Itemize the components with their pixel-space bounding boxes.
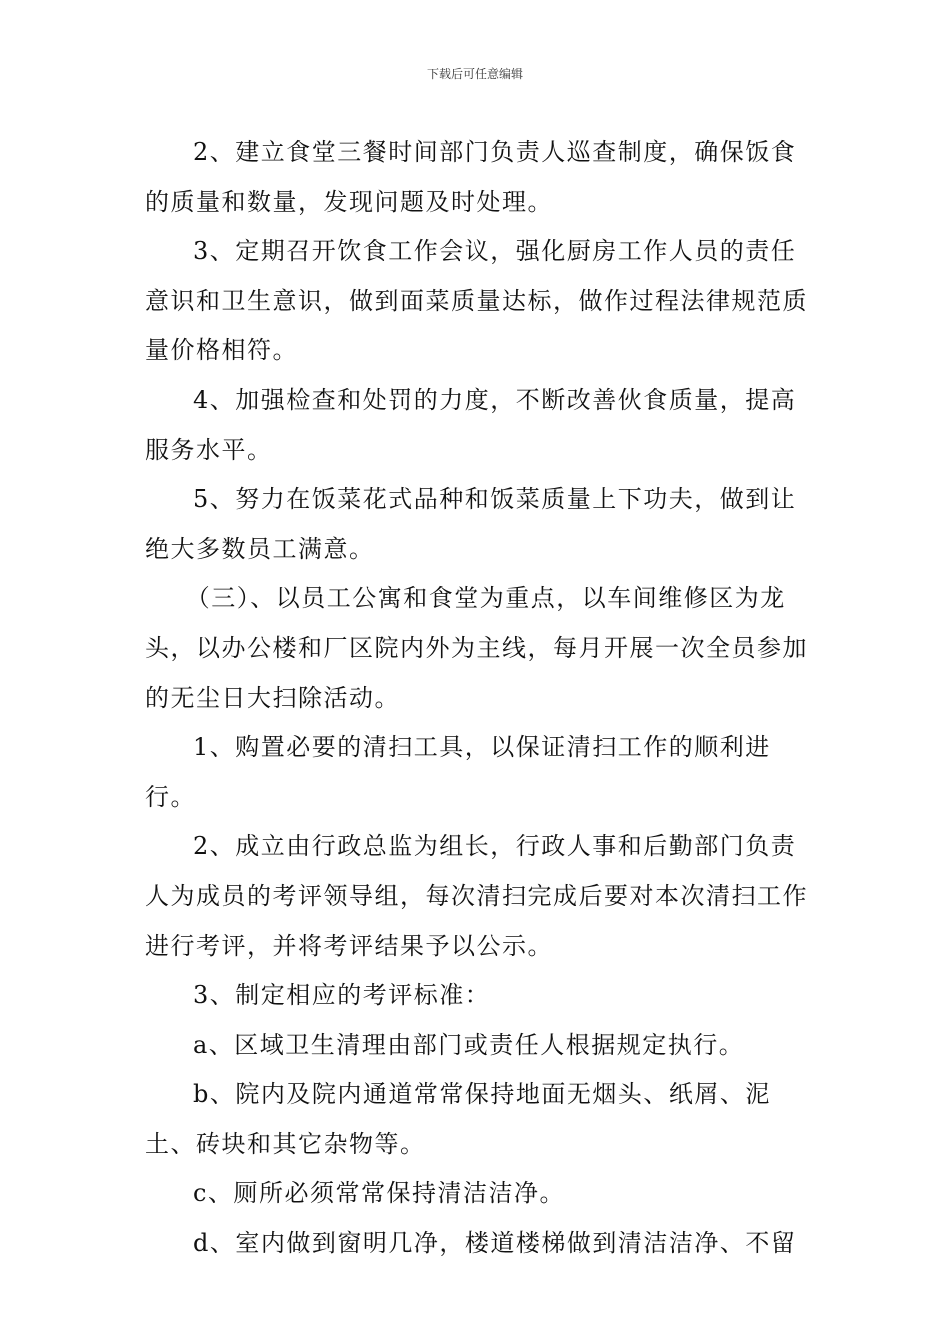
- paragraph-item-2-evaluation-group: 2、成立由行政总监为组长，行政人事和后勤部门负责人为成员的考评领导组，每次清扫完成后要对本次清扫工作进行考评，并将考评结果予以公示。: [145, 832, 808, 960]
- paragraph-item-3-meeting: 3、定期召开饮食工作会议，强化厨房工作人员的责任意识和卫生意识，做到面菜质量达标，做作过程法律规范质量价格相符。: [145, 237, 808, 365]
- paragraph-section-3-cleaning: （三）、以员工公寓和食堂为重点，以车间维修区为龙头，以办公楼和厂区院内外为主线，每月开展一次全员参加的无尘日大扫除活动。: [145, 584, 808, 712]
- page-header-note: 下载后可任意编辑: [426, 67, 523, 81]
- paragraph-standard-b: b、院内及院内通道常常保持地面无烟头、纸屑、泥土、砖块和其它杂物等。: [145, 1080, 771, 1158]
- paragraph-item-4-penalty: 4、加强检查和处罚的力度，不断改善伙食质量，提高服务水平。: [145, 385, 797, 464]
- paragraph-item-1-tools: 1、购置必要的清扫工具，以保证清扫工作的顺利进行。: [145, 733, 771, 811]
- document-body: [145, 128, 817, 1269]
- paragraph-item-5-variety: 5、努力在饭菜花式品种和饭菜质量上下功夫，做到让绝大多数员工满意。: [145, 485, 797, 563]
- paragraph-standard-a: a、区域卫生清理由部门或责任人根据规定执行。: [193, 1030, 745, 1059]
- paragraph-item-3-standards: 3、制定相应的考评标准：: [193, 981, 491, 1010]
- paragraph-standard-d: d、室内做到窗明几净，楼道楼梯做到清洁洁净、不留: [193, 1229, 797, 1258]
- paragraph-standard-c: c、厕所必须常常保持清洁洁净。: [193, 1179, 565, 1208]
- paragraph-item-2-inspection: 2、建立食堂三餐时间部门负责人巡查制度，确保饭食的质量和数量，发现问题及时处理。: [145, 138, 797, 216]
